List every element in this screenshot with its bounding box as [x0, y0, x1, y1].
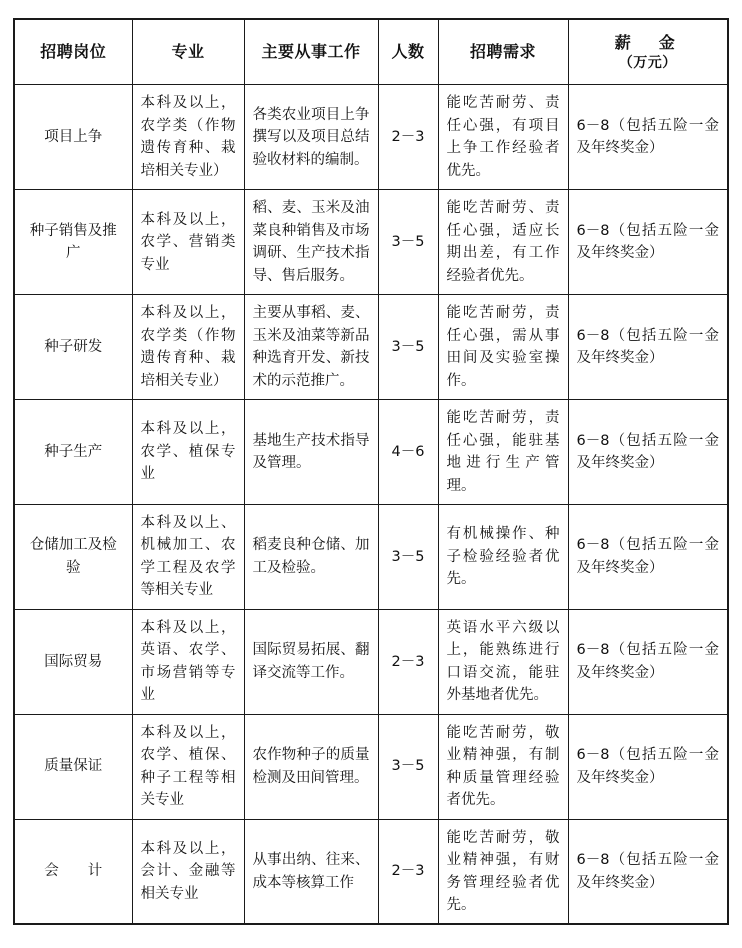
cell-salary: 6－8（包括五险一金及年终奖金）: [568, 85, 728, 190]
cell-count: 3－5: [378, 295, 438, 400]
column-header-work: 主要从事工作: [244, 19, 378, 85]
recruitment-table: [13, 18, 729, 925]
cell-work: 农作物种子的质量检测及田间管理。: [244, 714, 378, 819]
cell-post: 国际贸易: [14, 609, 132, 714]
column-header-salary: [568, 19, 728, 85]
cell-requirement: 能吃苦耐劳、责任心强，有项目上争工作经验者优先。: [438, 85, 568, 190]
cell-requirement: 能吃苦耐劳，责任心强，能驻基地进行生产管理。: [438, 400, 568, 505]
cell-work: 基地生产技术指导及管理。: [244, 400, 378, 505]
cell-salary: 6－8（包括五险一金及年终奖金）: [568, 714, 728, 819]
cell-post: 种子研发: [14, 295, 132, 400]
cell-count: 4－6: [378, 400, 438, 505]
cell-count: 2－3: [378, 819, 438, 924]
table-row: [14, 295, 728, 400]
cell-count: 2－3: [378, 85, 438, 190]
cell-requirement: 有机械操作、种子检验经验者优先。: [438, 504, 568, 609]
cell-major: 本科及以上，农学、植保、种子工程等相关专业: [132, 714, 244, 819]
table-row: [14, 609, 728, 714]
cell-requirement: 能吃苦耐劳、责任心强，适应长期出差，有工作经验者优先。: [438, 190, 568, 295]
cell-major: 本科及以上，农学类（作物遗传育种、栽培相关专业）: [132, 295, 244, 400]
cell-post: 种子销售及推广: [14, 190, 132, 295]
table-body: [14, 85, 728, 925]
cell-salary: 6－8（包括五险一金及年终奖金）: [568, 819, 728, 924]
column-header-post: 招聘岗位: [14, 19, 132, 85]
table-header-row: [14, 19, 728, 85]
table-header: [14, 19, 728, 85]
table-row: [14, 504, 728, 609]
cell-major: 本科及以上、机械加工、农学工程及农学等相关专业: [132, 504, 244, 609]
table-row: [14, 190, 728, 295]
cell-post: 会 计: [14, 819, 132, 924]
cell-work: 稻麦良种仓储、加工及检验。: [244, 504, 378, 609]
cell-work: 稻、麦、玉米及油菜良种销售及市场调研、生产技术指导、售后服务。: [244, 190, 378, 295]
cell-count: 2－3: [378, 609, 438, 714]
cell-major: 本科及以上，会计、金融等相关专业: [132, 819, 244, 924]
table-row: [14, 85, 728, 190]
cell-work: 主要从事稻、麦、玉米及油菜等新品种选育开发、新技术的示范推广。: [244, 295, 378, 400]
table-row: [14, 819, 728, 924]
column-header-salary-unit: （万元）: [618, 54, 677, 71]
cell-work: 各类农业项目上争撰写以及项目总结验收材料的编制。: [244, 85, 378, 190]
cell-count: 3－5: [378, 504, 438, 609]
cell-salary: 6－8（包括五险一金及年终奖金）: [568, 190, 728, 295]
cell-requirement: 英语水平六级以上，能熟练进行口语交流，能驻外基地者优先。: [438, 609, 568, 714]
cell-post: 仓储加工及检验: [14, 504, 132, 609]
cell-post: 质量保证: [14, 714, 132, 819]
cell-work: 从事出纳、往来、成本等核算工作: [244, 819, 378, 924]
cell-salary: 6－8（包括五险一金及年终奖金）: [568, 504, 728, 609]
cell-major: 本科及以上，英语、农学、市场营销等专业: [132, 609, 244, 714]
cell-salary: 6－8（包括五险一金及年终奖金）: [568, 295, 728, 400]
cell-count: 3－5: [378, 190, 438, 295]
cell-major: 本科及以上，农学、植保专业: [132, 400, 244, 505]
column-header-count: 人数: [378, 19, 438, 85]
table-row: [14, 714, 728, 819]
column-header-major: 专业: [132, 19, 244, 85]
cell-work: 国际贸易拓展、翻译交流等工作。: [244, 609, 378, 714]
cell-requirement: 能吃苦耐劳，责任心强，需从事田间及实验室操作。: [438, 295, 568, 400]
column-header-salary-word: 薪 金: [614, 33, 681, 52]
cell-count: 3－5: [378, 714, 438, 819]
cell-major: 本科及以上，农学类（作物遗传育种、栽培相关专业）: [132, 85, 244, 190]
cell-salary: 6－8（包括五险一金及年终奖金）: [568, 609, 728, 714]
table-row: [14, 400, 728, 505]
cell-major: 本科及以上，农学、营销类专业: [132, 190, 244, 295]
cell-post: 项目上争: [14, 85, 132, 190]
cell-requirement: 能吃苦耐劳，敬业精神强，有制种质量管理经验者优先。: [438, 714, 568, 819]
cell-post: 种子生产: [14, 400, 132, 505]
column-header-requirement: 招聘需求: [438, 19, 568, 85]
cell-salary: 6－8（包括五险一金及年终奖金）: [568, 400, 728, 505]
cell-requirement: 能吃苦耐劳，敬业精神强，有财务管理经验者优先。: [438, 819, 568, 924]
